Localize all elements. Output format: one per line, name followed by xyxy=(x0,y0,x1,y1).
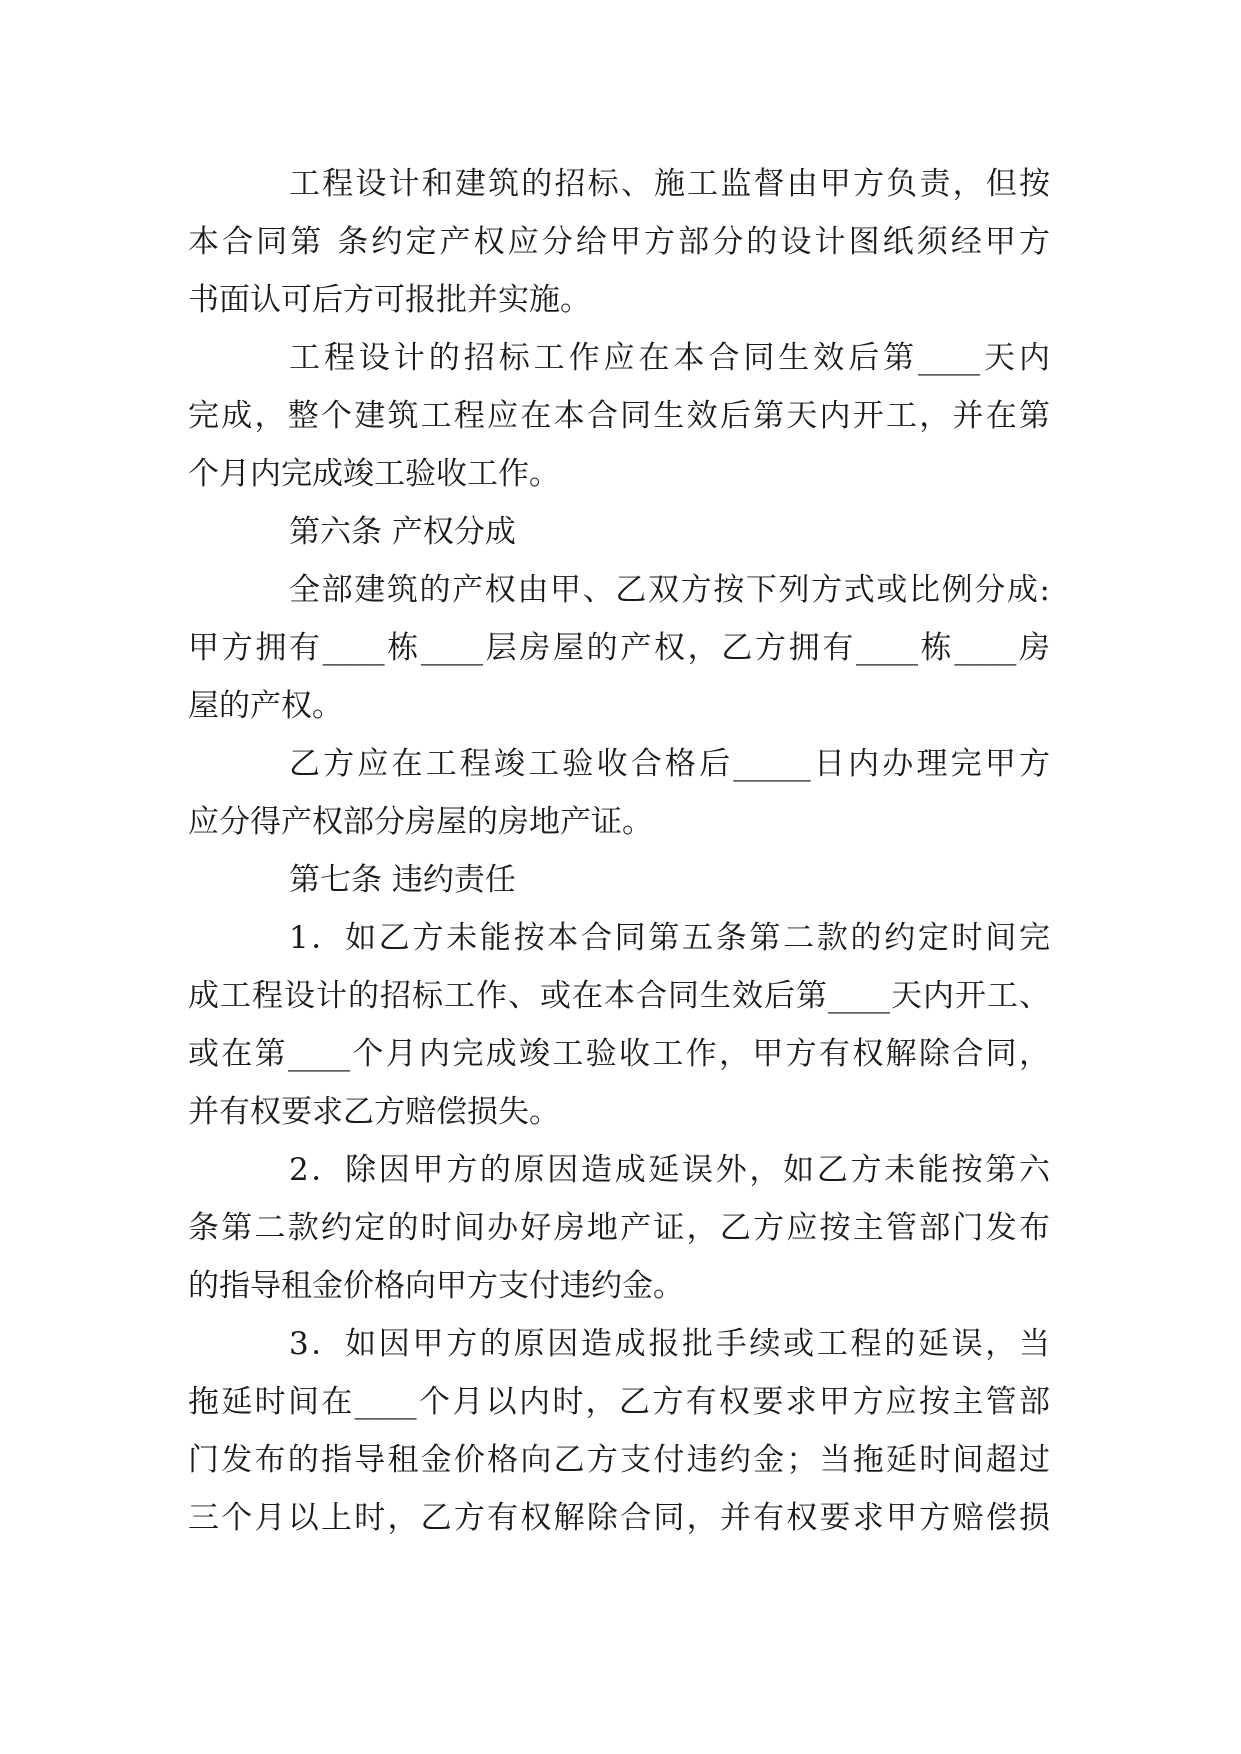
text-line: 并有权要求乙方赔偿损失。 xyxy=(188,1094,560,1130)
text-line: 个月内完成竣工验收工作。 xyxy=(188,456,560,492)
text-line: 三个月以上时，乙方有权解除合同，并有权要求甲方赔偿损 xyxy=(188,1500,1050,1536)
text-line: 书面认可后方可报批并实施。 xyxy=(188,282,591,318)
text-line: 1．如乙方未能按本合同第五条第二款的约定时间完 xyxy=(289,920,1050,956)
text-line: 门发布的指导租金价格向乙方支付违约金；当拖延时间超过 xyxy=(188,1442,1050,1478)
text-line: 屋的产权。 xyxy=(188,688,343,724)
text-line: 成工程设计的招标工作、或在本合同生效后第____天内开工、 xyxy=(188,978,1050,1014)
text-line: 3．如因甲方的原因造成报批手续或工程的延误，当 xyxy=(289,1326,1050,1362)
text-line: 甲方拥有____栋____层房屋的产权，乙方拥有____栋____房 xyxy=(188,630,1050,666)
section-heading: 第七条 违约责任 xyxy=(289,862,516,898)
text-line: 2．除因甲方的原因造成延误外，如乙方未能按第六 xyxy=(289,1152,1050,1188)
text-line: 拖延时间在____个月以内时，乙方有权要求甲方应按主管部 xyxy=(188,1384,1050,1420)
text-line: 乙方应在工程竣工验收合格后_____日内办理完甲方 xyxy=(289,746,1050,782)
text-line: 全部建筑的产权由甲、乙双方按下列方式或比例分成: xyxy=(289,572,1050,608)
text-line: 应分得产权部分房屋的房地产证。 xyxy=(188,804,653,840)
text-line: 条第二款约定的时间办好房地产证，乙方应按主管部门发布 xyxy=(188,1210,1050,1246)
contract-body xyxy=(188,155,1050,1547)
text-line: 或在第____个月内完成竣工验收工作，甲方有权解除合同， xyxy=(188,1036,1050,1072)
text-line: 本合同第 条约定产权应分给甲方部分的设计图纸须经甲方 xyxy=(188,224,1050,260)
text-line: 的指导租金价格向甲方支付违约金。 xyxy=(188,1268,684,1304)
text-line: 完成，整个建筑工程应在本合同生效后第天内开工，并在第 xyxy=(188,398,1050,434)
text-line: 工程设计和建筑的招标、施工监督由甲方负责，但按 xyxy=(289,166,1050,202)
text-line: 工程设计的招标工作应在本合同生效后第____天内 xyxy=(289,340,1050,376)
section-heading: 第六条 产权分成 xyxy=(289,514,516,550)
